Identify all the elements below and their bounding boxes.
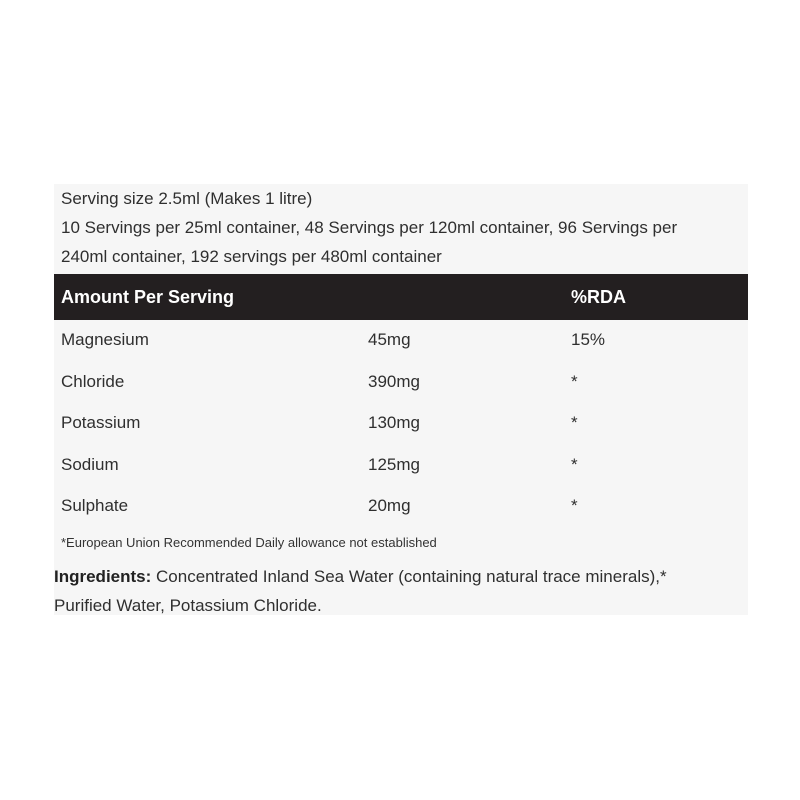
nutrient-rda: * [571,496,578,515]
nutrient-name: Sodium [61,454,119,474]
servings-per-container-text-cont: 240ml container, 192 servings per 480ml container [61,247,442,266]
table-row [54,320,748,362]
table-row [54,403,748,445]
nutrient-name: Chloride [61,371,125,391]
nutrient-amount: 20mg [368,496,411,515]
nutrient-amount: 45mg [368,330,411,349]
nutrient-rda: * [571,454,578,474]
nutrient-name: Magnesium [61,330,149,349]
nutrition-table-header [54,274,748,320]
table-row [54,486,748,528]
nutrient-rda: * [571,413,578,432]
nutrient-rda: * [571,371,578,391]
nutrition-table-body [54,320,748,528]
servings-per-container-text: 10 Servings per 25ml container, 48 Servings per 120ml container, 96 Servings per [61,218,678,237]
ingredients-line-1 [54,562,748,591]
nutrient-amount: 130mg [368,413,420,432]
table-row [54,362,748,404]
ingredients-block [54,562,748,620]
rda-footnote: *European Union Recommended Daily allowance not established [61,535,437,550]
table-row [54,445,748,487]
serving-size-text: Serving size 2.5ml (Makes 1 litre) [61,189,313,208]
nutrient-rda: 15% [571,330,606,349]
ingredients-text: Concentrated Inland Sea Water (containing natural trace minerals),* [151,567,667,586]
nutrient-amount: 390mg [368,371,420,391]
rda-heading: %RDA [571,287,627,307]
nutrition-panel [54,184,748,615]
ingredients-label: Ingredients: [54,567,152,586]
amount-per-serving-heading: Amount Per Serving [61,287,235,307]
ingredients-line-2: Purified Water, Potassium Chloride. [54,596,322,615]
nutrient-name: Potassium [61,413,141,432]
nutrient-name: Sulphate [61,496,129,515]
serving-info [61,184,741,271]
nutrient-amount: 125mg [368,454,420,474]
